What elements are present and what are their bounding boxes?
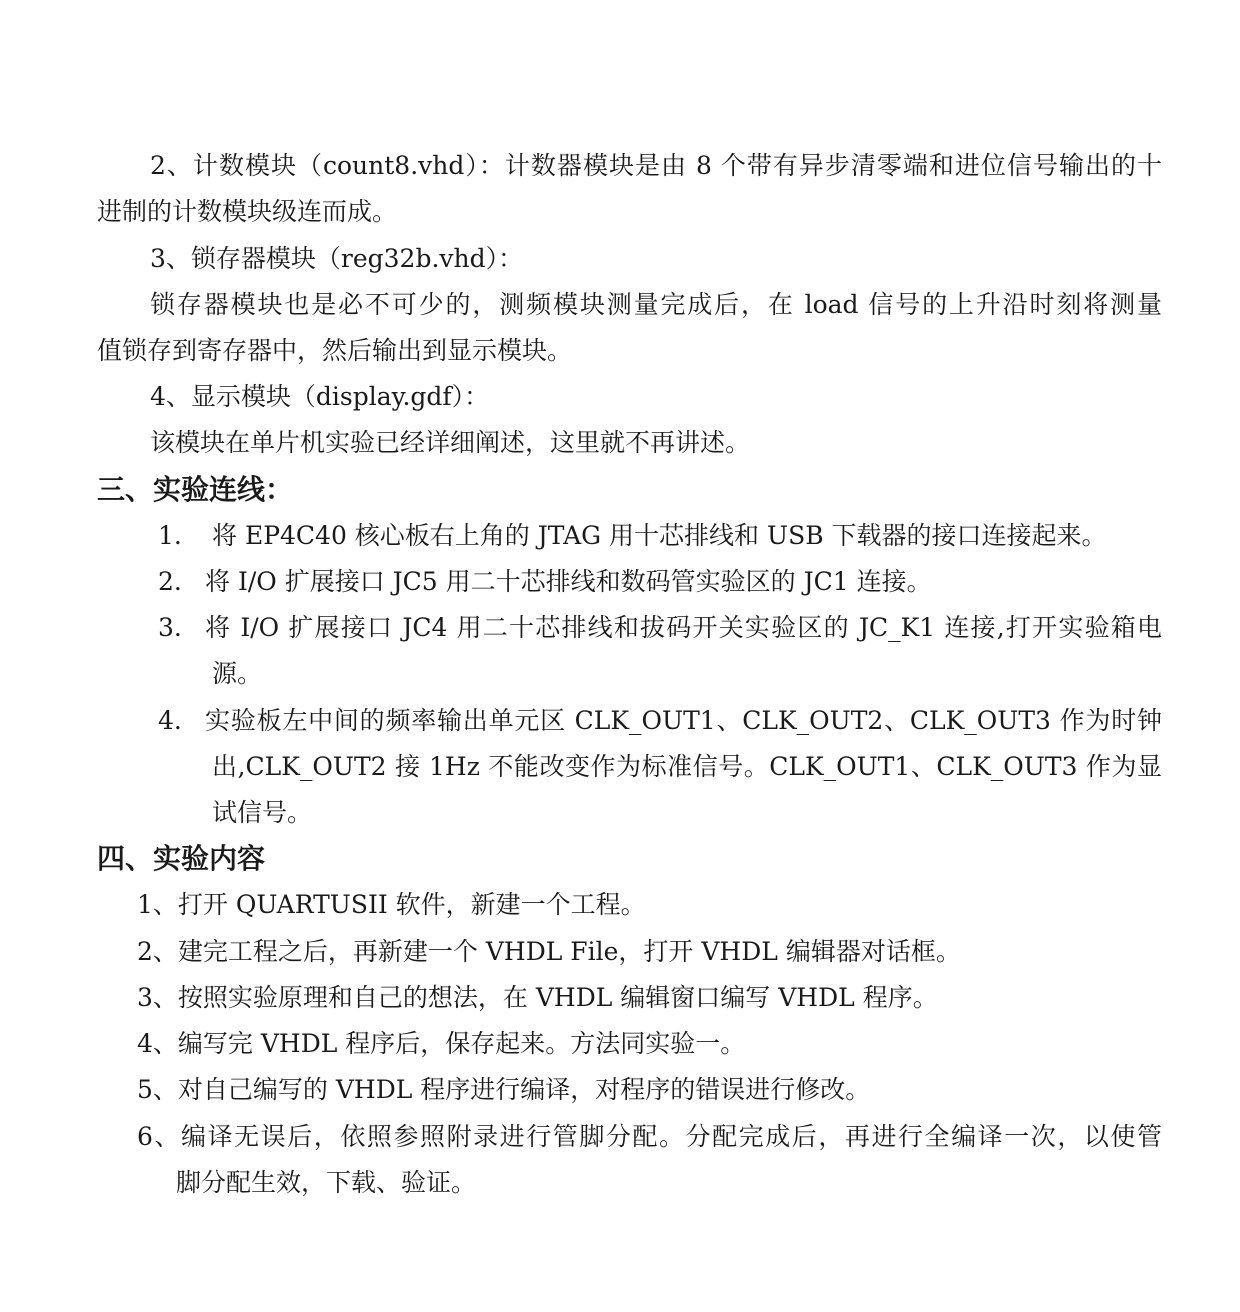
step-item-continuation: 脚分配生效，下载、验证。 <box>176 1168 477 1197</box>
count-module-para-line1: 2、计数模块（count8.vhd）：计数器模块是由 8 个带有异步清零端和进位信号输出的十 <box>150 151 1162 180</box>
list-item-text: 将 EP4C40 核心板右上角的 JTAG 用十芯排线和 USB 下载器的接口连接起来。 <box>212 521 1107 550</box>
count-module-para-line2: 进制的计数模块级连而成。 <box>97 197 398 226</box>
list-item-text: 将 I/O 扩展接口 JC5 用二十芯排线和数码管实验区的 JC1 连接。 <box>205 567 932 596</box>
section-heading-wiring: 三、实验连线： <box>97 473 294 506</box>
list-item-text: 出,CLK_OUT2 接 1Hz 不能改变作为标准信号。CLK_OUT1、CLK_OUT3 作为显 <box>212 752 1162 781</box>
step-item: 1、打开 QUARTUSII 软件，新建一个工程。 <box>137 890 646 919</box>
register-module-para-line1: 锁存器模块也是必不可少的，测频模块测量完成后，在 load 信号的上升沿时刻将测量 <box>150 290 1162 319</box>
step-item: 4、编写完 VHDL 程序后，保存起来。方法同实验一。 <box>137 1029 746 1058</box>
list-item-number: 2. <box>158 567 182 596</box>
step-item: 2、建完工程之后，再新建一个 VHDL File，打开 VHDL 编辑器对话框。 <box>137 937 961 966</box>
step-item: 5、对自己编写的 VHDL 程序进行编译，对程序的错误进行修改。 <box>137 1075 871 1104</box>
register-module-para-line2: 值锁存到寄存器中，然后输出到显示模块。 <box>97 336 573 365</box>
step-item: 6、编译无误后，依照参照附录进行管脚分配。分配完成后，再进行全编译一次，以使管 <box>137 1122 1162 1151</box>
list-item-text: 源。 <box>212 659 263 688</box>
section-heading-content: 四、实验内容 <box>97 842 266 875</box>
list-item-number: 3. <box>158 613 182 642</box>
display-module-title: 4、显示模块（display.gdf）： <box>150 382 490 411</box>
step-item: 3、按照实验原理和自己的想法，在 VHDL 编辑窗口编写 VHDL 程序。 <box>137 983 938 1012</box>
list-item-text: 实验板左中间的频率输出单元区 CLK_OUT1、CLK_OUT2、CLK_OUT3 作为时钟 <box>205 706 1162 735</box>
list-item-text: 将 I/O 扩展接口 JC4 用二十芯排线和拔码开关实验区的 JC_K1 连接,打开实验箱电 <box>205 613 1162 642</box>
list-item-number: 1. <box>158 521 182 550</box>
list-item-text: 试信号。 <box>212 798 313 827</box>
register-module-title: 3、锁存器模块（reg32b.vhd）： <box>150 244 524 273</box>
display-module-para: 该模块在单片机实验已经详细阐述，这里就不再讲述。 <box>150 428 751 457</box>
list-item-number: 4. <box>158 706 182 735</box>
